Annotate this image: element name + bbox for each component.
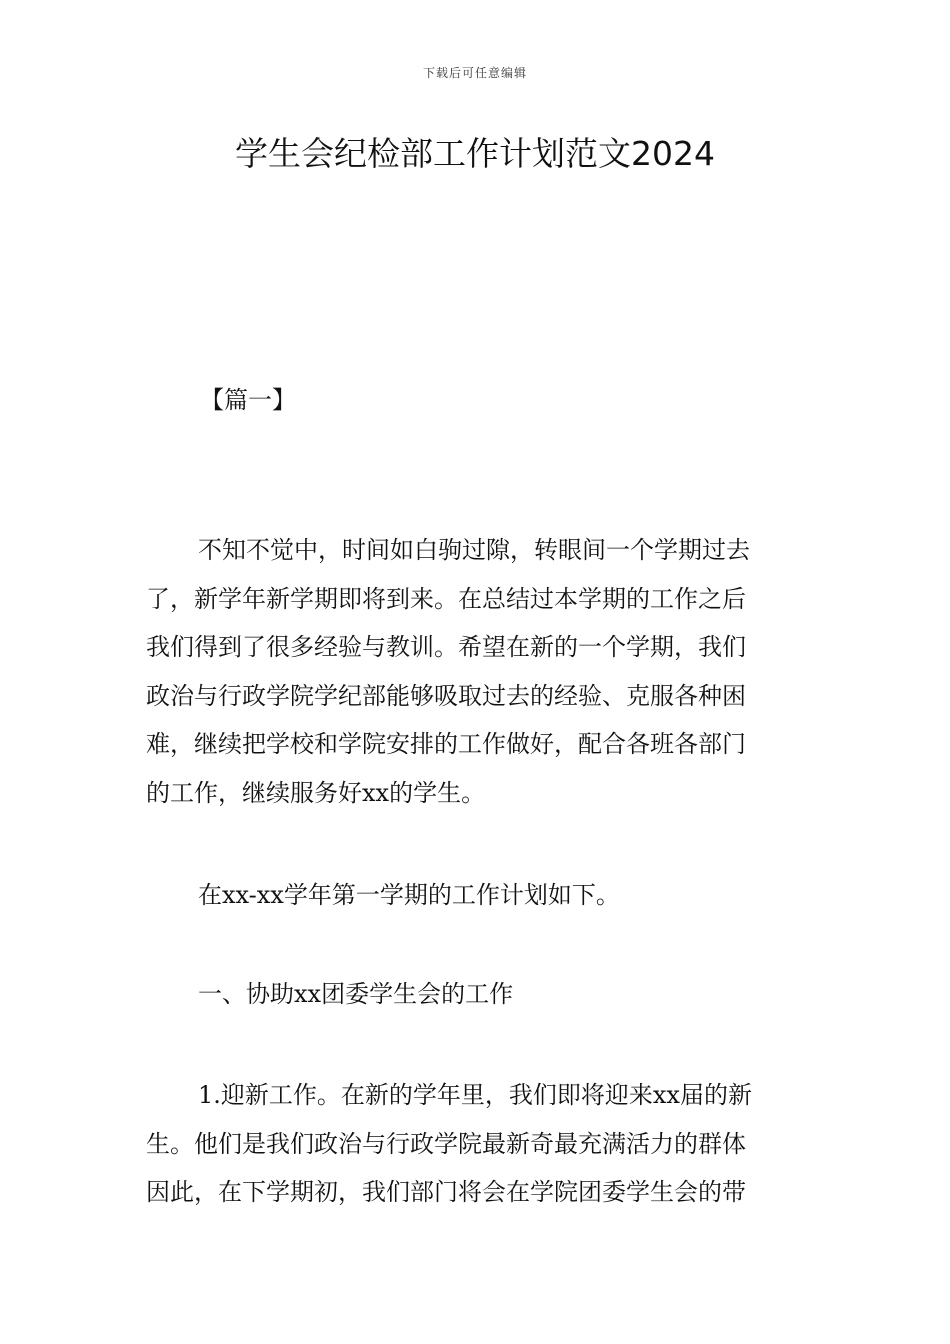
section-label: 【篇一】 xyxy=(200,386,296,414)
paragraph-welcome-work xyxy=(146,1071,806,1217)
paragraph-line: 了，新学年新学期即将到来。在总结过本学期的工作之后 xyxy=(146,584,746,613)
paragraph-line: 我们得到了很多经验与教训。希望在新的一个学期，我们 xyxy=(146,633,746,661)
paragraph-line: 的工作，继续服务好xx的学生。 xyxy=(146,778,486,807)
paragraph-line: 难，继续把学校和学院安排的工作做好，配合各班各部门 xyxy=(146,730,746,758)
paragraph-line: 因此，在下学期初，我们部门将会在学院团委学生会的带 xyxy=(146,1178,746,1206)
paragraph-line: 政治与行政学院学纪部能够吸取过去的经验、克服各种困 xyxy=(146,681,746,710)
paragraph-intro xyxy=(146,526,806,817)
header-note: 下载后可任意编辑 xyxy=(422,66,527,80)
document-title: 学生会纪检部工作计划范文2024 xyxy=(235,134,715,173)
paragraph-line: 1.迎新工作。在新的学年里，我们即将迎来xx届的新 xyxy=(198,1081,752,1109)
paragraph-plan-intro: 在xx-xx学年第一学期的工作计划如下。 xyxy=(198,881,620,909)
section-heading-1: 一、协助xx团委学生会的工作 xyxy=(198,980,514,1008)
paragraph-line: 生。他们是我们政治与行政学院最新奇最充满活力的群体 xyxy=(146,1129,746,1158)
paragraph-line: 不知不觉中，时间如白驹过隙，转眼间一个学期过去 xyxy=(198,536,750,564)
